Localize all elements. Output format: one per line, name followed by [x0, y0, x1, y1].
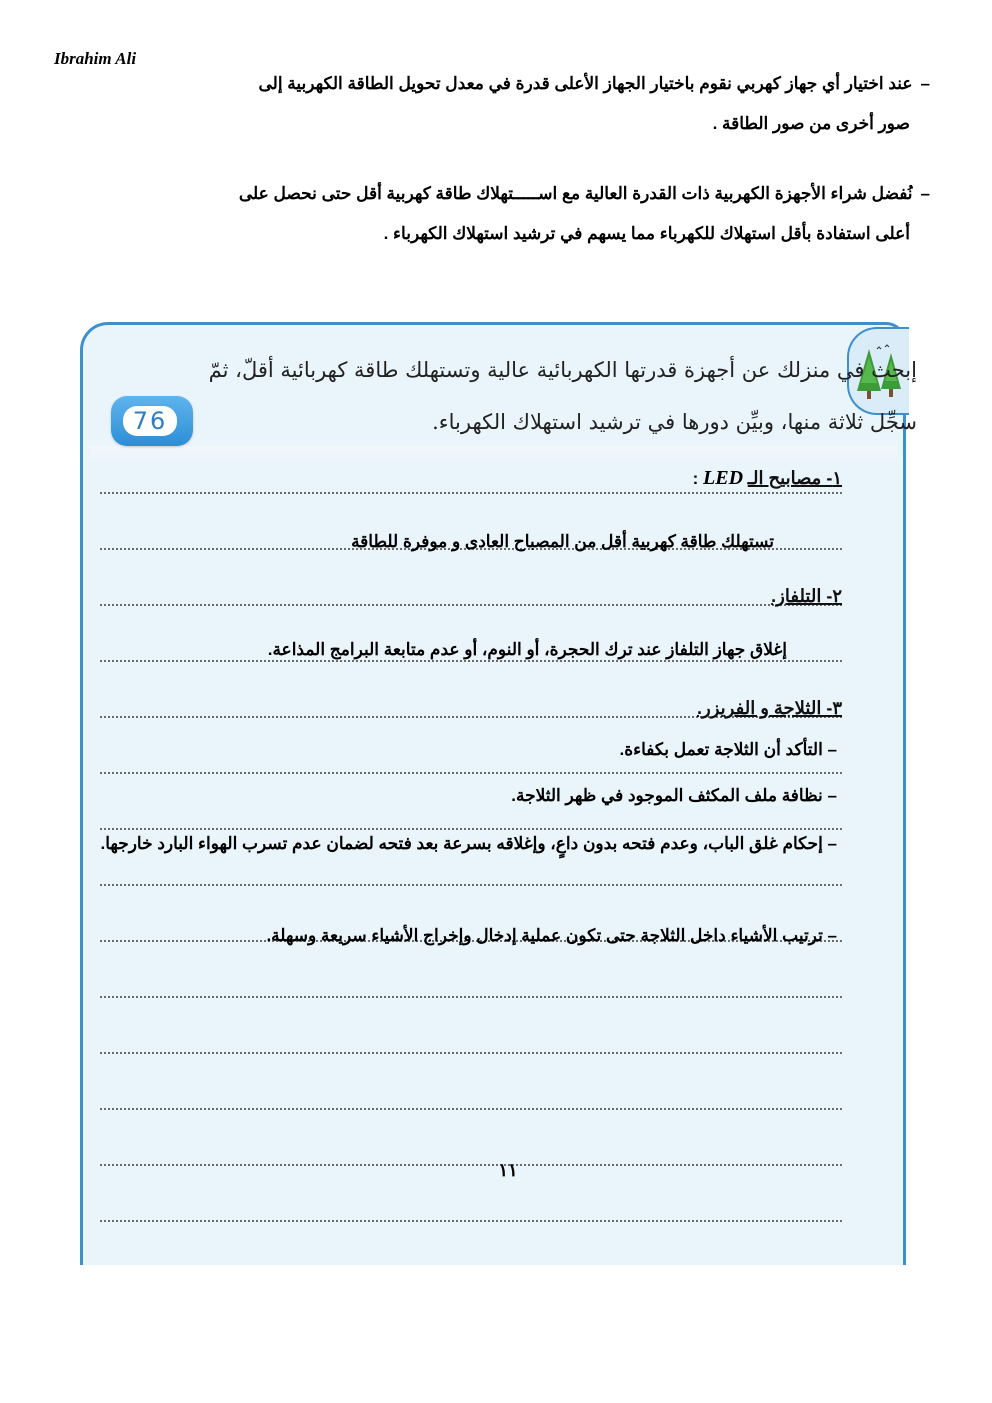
tv-heading: ٢- التلفاز.	[771, 586, 842, 606]
tv-answer: إغلاق جهاز التلفاز عند ترك الحجرة، أو النوم، أو عدم متابعة البرامج المذاعة.	[267, 640, 787, 659]
answer-line	[100, 996, 842, 998]
answer-line	[100, 1108, 842, 1110]
intro-bullet-2-line1: نُفضل شراء الأجهزة الكهربية ذات القدرة العالية مع اســـــتهلاك طاقة كهربية أقل حتى نحصل على	[238, 184, 913, 203]
answer-line	[100, 492, 842, 494]
answer-line	[100, 604, 842, 606]
bullet-dash: –	[827, 926, 837, 945]
answer-line	[100, 1052, 842, 1054]
led-answer: تستهلك طاقة كهربية أقل من المصباح العادى و موفرة للطاقة	[351, 532, 774, 551]
bullet-dash: –	[827, 834, 837, 853]
intro-bullet-2-line2: أعلى استفادة بأقل استهلاك للكهرباء مما يسهم في ترشيد استهلاك الكهرباء .	[383, 224, 910, 243]
answer-line	[100, 884, 842, 886]
fridge-item-2-text: نظافة ملف المكثف الموجود في ظهر الثلاجة.	[511, 786, 823, 805]
instruction-line-2: سجِّل ثلاثة منها، وبيِّن دورها في ترشيد استهلاك الكهرباء.	[432, 410, 917, 434]
page-number: ١١	[498, 1160, 518, 1180]
intro-bullet-1-line2: صور أخرى من صور الطاقة .	[712, 114, 910, 133]
bullet-dash: –	[920, 184, 930, 203]
answer-line	[100, 1220, 842, 1222]
led-heading-prefix: ١- مصابيح الـ	[747, 468, 842, 488]
answer-line	[100, 772, 842, 774]
fridge-item-4	[266, 926, 837, 946]
answer-line	[100, 1164, 842, 1166]
fridge-item-2	[511, 786, 837, 806]
answer-line	[100, 660, 842, 662]
intro-bullet-2	[75, 174, 930, 254]
bullet-dash: –	[920, 74, 930, 93]
led-heading-suffix: :	[692, 469, 699, 488]
intro-bullet-1	[75, 64, 930, 144]
fridge-item-4-text: ترتيب الأشياء داخل الثلاجة حتى تكون عملية إدخال وإخراج الأشياء سريعة وسهلة.	[266, 926, 823, 945]
frame-shade	[89, 445, 897, 465]
led-heading-term: LED	[703, 467, 744, 489]
fridge-heading: ٣- الثلاجة و الفريزر.	[697, 698, 842, 718]
author-name: Ibrahim Ali	[54, 49, 137, 68]
bullet-dash: –	[827, 786, 837, 805]
fridge-item-1	[620, 740, 838, 760]
page-number-badge-text: 76	[123, 406, 177, 436]
fridge-item-1-text: التأكد أن الثلاجة تعمل بكفاءة.	[619, 740, 823, 759]
fridge-item-3	[82, 826, 837, 862]
fridge-item-3-text: إحكام غلق الباب، وعدم فتحه بدون داعٍ، وإغلاقه بسرعة بعد فتحه لضمان عدم تسرب الهواء البارد خارجها.	[100, 834, 823, 853]
instruction-line-1: إبحث في منزلك عن أجهزة قدرتها الكهربائية عالية وتستهلك طاقة كهربائية أقلّ، ثمّ	[208, 358, 917, 382]
led-heading	[693, 467, 842, 490]
intro-bullet-1-line1: عند اختيار أي جهاز كهربي نقوم باختيار الجهاز الأعلى قدرة في معدل تحويل الطاقة الكهربية إلى	[258, 74, 913, 93]
workbook-instruction	[120, 344, 917, 448]
bullet-dash: –	[827, 740, 837, 759]
